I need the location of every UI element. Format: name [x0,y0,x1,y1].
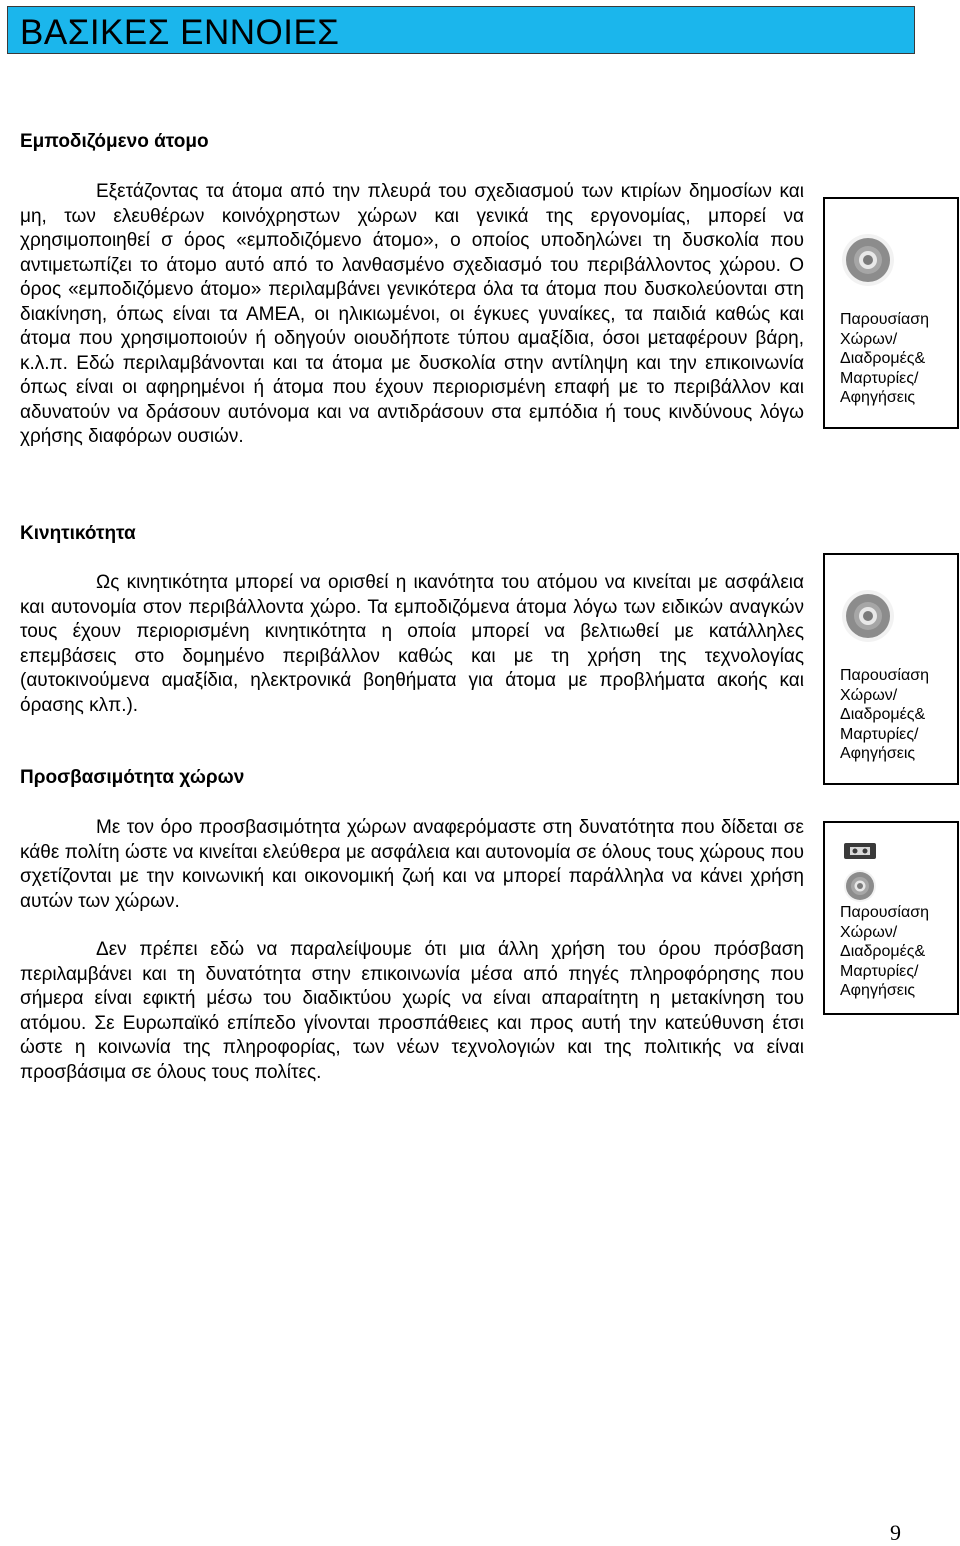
page-number: 9 [890,1520,901,1545]
cd-disc-icon [841,589,895,643]
media-box-3[interactable] [823,821,959,1015]
paragraph-mobility: Ως κινητικότητα μπορεί να ορισθεί η ικανότητα του ατόμου να κινείται με ασφάλεια και αυτονομία στον περιβάλλοντα χώρο. Τα εμποδιζόμενα άτομα λόγω των ειδικών αναγκών τους έχουν περιορισμένη κινητικότητα η οποία μπορεί να βελτιωθεί με κατάλληλες επεμβάσεις στο δομημένο περιβάλλον καθώς και με τη χρήση της τεχνολογίας (αυτοκινούμενα αμαξίδια, ηλεκτρονικά βοηθήματα για άτομα με προβλήματα ακοής και όρασης κλπ.). [20,572,804,716]
section-heading-mobility: Κινητικότητα [20,523,136,544]
section-heading-accessibility: Προσβασιμότητα χώρων [20,767,245,788]
cassette-icon [843,841,877,861]
section-heading-obstructed-person: Εμποδιζόμενο άτομο [20,131,209,152]
page-title: ΒΑΣΙΚΕΣ ΕΝΝΟΙΕΣ [20,13,340,52]
media-box-2-label: Παρουσίαση Χώρων/ Διαδρομές& Μαρτυρίες/ Αφηγήσεις [840,667,930,762]
media-box-3-label: Παρουσίαση Χώρων/ Διαδρομές& Μαρτυρίες/ Αφηγήσεις [840,904,930,999]
cd-disc-icon [841,233,895,287]
media-box-2[interactable] [823,553,959,785]
cd-disc-icon [843,869,877,903]
paragraph-accessibility-1: Με τον όρο προσβασιμότητα χώρων αναφερόμαστε στη δυνατότητα που δίδεται σε κάθε πολίτη ώστε να κινείται ελεύθερα με ασφάλεια και αυτονομία σε όλους τους χώρους που σχετίζονται με την κοινωνική και οικονομική ζωή και να μπορεί παράλληλα να κάνει χρήση αυτών των χώρων. [20,817,804,912]
paragraph-accessibility-2: Δεν πρέπει εδώ να παραλείψουμε ότι μια άλλη χρήση του όρου πρόσβαση περιλαμβάνει και τη δυνατότητα στην επικοινωνία μέσα από πηγές πληροφόρησης που σήμερα είναι εφικτή μέσω του διαδικτύου χωρίς να είναι απαραίτητη η μετακίνηση του ατόμου. Σε Ευρωπαϊκό επίπεδο γίνονται προσπάθειες και προς αυτή την κατεύθυνση έτσι ώστε η κοινωνία της πληροφορίας, των νέων τεχνολογιών και της πολιτικής να είναι προσβάσιμα σε όλους τους πολίτες. [20,939,804,1083]
title-banner [7,6,915,54]
media-box-1-label: Παρουσίαση Χώρων/ Διαδρομές& Μαρτυρίες/ Αφηγήσεις [840,311,930,406]
paragraph-obstructed-person: Εξετάζοντας τα άτομα από την πλευρά του σχεδιασμού των κτιρίων δημοσίων και μη, των ελευθέρων κοινόχρηστων χώρων και γενικά της εργονομίας, μπορεί να χρησιμοποιηθεί σ όρος «εμποδιζόμενο άτομο», ο οποίος υποδηλώνει τη δυσκολία που αντιμετωπίζει το άτομο αυτό από το λανθασμένο σχεδιασμό του περιβάλλοντος χώρου. Ο όρος «εμποδιζόμενο άτομο» περιλαμβάνει γενικότερα όλα τα άτομα που δυσκολεύονται στη διακίνηση, όπως είναι τα ΑΜΕΑ, οι ηλικιωμένοι, οι έγκυες γυναίκες, τα παιδιά καθώς και άτομα που χρησιμοποιούν ή οδηγούν οιουδήποτε τύπου αμαξίδια, όσοι μεταφέρουν βάρη, κ.λ.π. Εδώ περιλαμβάνονται και τα άτομα με δυσκολία στην αντίληψη και την επικοινωνία όπως είναι οι αφηρημένοι ή άτομα που έχουν περιορισμένη επαφή με το περιβάλλον και αδυνατούν να δράσουν αυτόνομα και να αντιδράσουν στα εμπόδια ή τους κινδύνους λόγω χρήσης διαφόρων ουσιών. [20,181,804,447]
media-box-1[interactable] [823,197,959,429]
